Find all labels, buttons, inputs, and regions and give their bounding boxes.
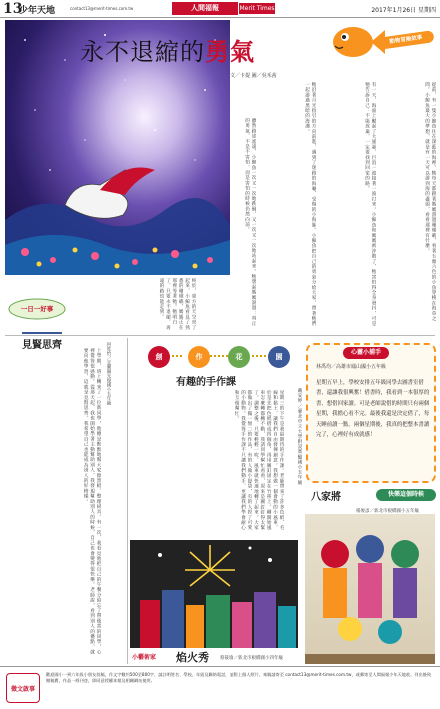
call-for-submissions-text: 歡迎國小一到六年級小朋友投稿，作文字數約500至800字，請註明姓名、學校、年級及聯絡電話，並附上個人照片。來稿請寄至 contact13@merit-times.com.tw，或郵寄至人間福報少年天地收。刊出後致贈稿費，作品一經刊登，即同意授權本報及相關網站使用。 xyxy=(46,672,432,683)
note-byline: 林禹均／高雄市鳳山國小五年級 xyxy=(316,364,387,370)
middle-article-byline: 戴安婷／臺北市立大學附設實驗國小五年級 xyxy=(297,388,302,485)
story-column: 終於，東方的天空亮了起來，小鯨魚看見了熟悉的珊瑚礁，媽媽正在那裡等著牠。牠明白了，只要永不退縮，再遠的路也能走到。 xyxy=(158,278,196,330)
fireworks-title: 焰火秀 xyxy=(176,651,209,664)
left-article-body: 上學期，班上轉來了一位新同學，他總是默默地幫大家擦黑板、整理掃具。有一次，我看見他把自己的午餐分給忘了帶便當的同學，心裡覺得很感動。從那天起，我也開始學著主動幫助別人，我發現幫助別人的時候，自己也會變得很快樂。老師說，看到別人的優點，就要向他學習，這就是見賢思齊。我希望自己也能成為別人的好榜樣。 xyxy=(83,348,101,655)
eight-generals-byline: 楊俊彥／新北市板橋國小五年級 xyxy=(356,509,419,514)
story-tag: 動物冒險故事 xyxy=(377,30,434,50)
bubble-hua: 花 xyxy=(228,346,250,368)
bubble-yuan: 園 xyxy=(268,346,290,368)
issue-date: 2017年1月26日 星期四 xyxy=(371,7,436,14)
feature-title xyxy=(80,32,255,67)
middle-article-title: 有趣的手作課 xyxy=(176,377,236,388)
column-divider xyxy=(127,338,128,664)
note-badge: 心靈小捕手 xyxy=(343,347,389,359)
bubble-chuang: 創 xyxy=(148,346,170,368)
page-footer xyxy=(0,666,440,709)
bubble-zuo: 作 xyxy=(188,346,210,368)
feature-title-highlight: 勇氣 xyxy=(205,37,255,66)
section-name: 少年天地 xyxy=(19,6,56,16)
middle-article-body: 星期三的下午是我最期待的手作課。老師帶來了許多色紙、毛線和黏土，讓我們自由發揮創意。我想做一個會動的小風車，於是先把色紙摺成四個角，再用圖釘固定在竹筷上。剛開始風車怎麼轉都轉不動，我請同學幫忙看看，原來是圖釘釘得太緊了。調整之後，只要輕輕一吹，風車就快速地轉了起來。大家都做出了獨一無二的作品，有的人做小提袋，有的人捏了可愛的小動物。我覺得手作課不只讓我們動手，更讓我們學會耐心和互相幫忙。 xyxy=(234,390,284,531)
good-deed-logo-text: 一日一好事 xyxy=(20,305,54,313)
feature-title-text: 永不退縮的 xyxy=(80,38,205,66)
note-body: 星期五早上，學校安排五年級同學去圖書室借書，還讓我很興奮！借書時，我看到一本很厚的書，想借回家讀。可是老師說借的時間只有兩個星期，我擔心看不完。最後我還是決定借了，每天睡前讀一點。兩個星期後，我真的把整本書讀完了，心裡好有成就感！ xyxy=(316,380,430,439)
story-column: 牠沿著月光指引的方向前進，遇到了迷路的海龜、受傷的小海豚。小鯨魚把自己的勇氣分給大家，帶著牠們一起游過黑暗的海溝。 xyxy=(304,82,316,327)
section-divider xyxy=(5,335,435,336)
section-email[interactable]: contact13@merit-times.com.tw xyxy=(70,6,134,11)
newspaper-logo: 人間福報 xyxy=(172,2,238,15)
fireworks-illustration xyxy=(130,540,298,648)
left-article-title: 見賢思齊 xyxy=(22,332,62,351)
creative-garden-header xyxy=(130,338,308,370)
feature-byline: 文／卡提 圖／吳禾茜 xyxy=(230,73,277,79)
story-column: 雖然路途遙遠，小鯨魚一次又一次地跌倒，又一次又一次地站起來。牠想起媽媽說過：真正的勇氣，不是不害怕，而是害怕的時候仍然向前。 xyxy=(244,118,256,326)
story-column: 從前，有一隻小鯨魚住在深藍的海裡。牠每天都跟著媽媽游過珊瑚礁，看著五顏六色的小魚穿梭在海草之間。小鯨魚最大的夢想，就是有一天可以游到海的盡頭，看看那裡有什麼。 xyxy=(424,82,436,322)
eight-generals-title: 八家將 xyxy=(311,492,341,503)
fireworks-byline: 蔡筱瑜／新北市板橋國小四年級 xyxy=(220,656,283,661)
page-number: 13 xyxy=(3,1,23,17)
story-column: 有一天，海面上颳起了大風暴，巨浪一波接著一波打來。小鯨魚和媽媽被沖散了，牠害怕得全身發抖，可是牠告訴自己：不能放棄，一定要找到回家的路。 xyxy=(364,82,376,327)
young-artist-label: 小藝術家 xyxy=(132,654,157,661)
eight-generals-illustration xyxy=(305,514,435,664)
call-for-submissions-badge: 徵文啟事 xyxy=(6,673,40,703)
happy-moment-tag: 快樂這個時候 xyxy=(376,489,436,501)
left-article-byline: 何姓怡／宜蘭縣光復國小五年級 xyxy=(106,342,111,405)
fish-icon xyxy=(325,22,385,62)
newspaper-logo-en: Merit Times xyxy=(239,5,275,12)
page-header xyxy=(0,0,440,18)
